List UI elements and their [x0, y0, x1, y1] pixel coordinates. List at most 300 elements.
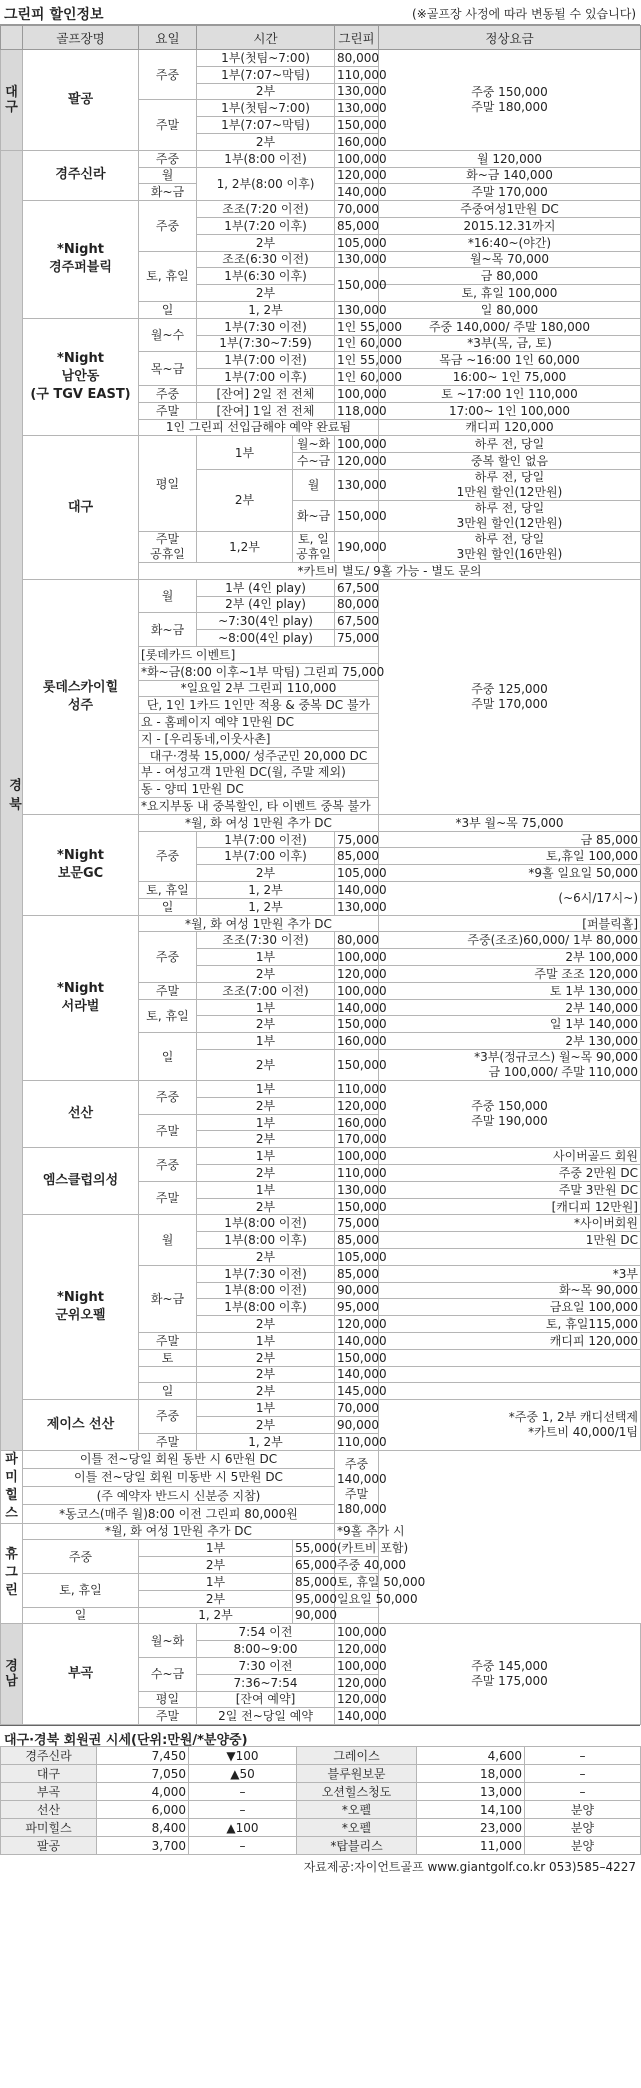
region-daegu: 대구: [1, 50, 23, 151]
time-cell: 2일 전~당일 예약: [197, 1708, 335, 1725]
time-cell: 2부: [197, 133, 335, 150]
course-note: (주 예약자 반드시 신분증 지참): [23, 1487, 335, 1505]
day-cell: 주말: [139, 1708, 197, 1725]
normal-fee: 화~금 140,000: [379, 167, 641, 184]
time-cell: 2부: [197, 83, 335, 100]
subday-cell: 월: [293, 469, 335, 500]
time-cell: 2부: [197, 1165, 335, 1182]
fee-cell: 95,000: [293, 1590, 335, 1607]
time-cell: 1부(7:30 이전): [197, 318, 335, 335]
table-row: [1, 1450, 641, 1468]
fee-cell: 110,000: [335, 1165, 379, 1182]
fee-cell: 65,000: [293, 1557, 335, 1574]
day-cell: 토, 휴일: [139, 999, 197, 1033]
day-cell: 주중: [139, 50, 197, 100]
time-cell: 2부: [197, 285, 335, 302]
fee-cell: 1인 55,000: [335, 352, 379, 369]
fee-cell: 100,000: [335, 385, 379, 402]
table-header: [1, 26, 641, 50]
normal-fee: 토 ~17:00 1인 110,000: [379, 385, 641, 402]
time-cell: 1부: [197, 1181, 335, 1198]
normal-fee: 토, 휴일 50,000: [335, 1573, 379, 1590]
fee-cell: 120,000: [335, 1316, 379, 1333]
course-note: *동코스(매주 월)8:00 이전 그린피 80,000원: [23, 1505, 335, 1523]
time-cell: 1부(7:30 이전): [197, 1265, 335, 1282]
fee-cell: 140,000: [335, 1708, 379, 1725]
normal-fee: 금 80,000: [379, 268, 641, 285]
course-name-cell: 파미힐스: [1, 1819, 97, 1837]
day-cell: 주말: [139, 1114, 197, 1148]
fee-cell: 100,000: [335, 1657, 379, 1674]
time-cell: 2부: [139, 1590, 293, 1607]
course-name: 파미힐스: [1, 1450, 23, 1523]
time-cell: 1부(7:07~막팀): [197, 66, 335, 83]
normal-fee: 2부 140,000: [379, 999, 641, 1016]
time-cell: 7:36~7:54: [197, 1674, 335, 1691]
header-day: 요일: [139, 26, 197, 50]
price-cell: 11,000: [417, 1837, 525, 1855]
fee-cell: 120,000: [335, 966, 379, 983]
price-cell: 6,000: [97, 1801, 189, 1819]
course-note: 이틀 전~당일 회원 동반 시 6만원 DC: [23, 1450, 335, 1468]
change-cell: –: [189, 1783, 297, 1801]
normal-fee: 주중 2만원 DC: [379, 1165, 641, 1182]
time-cell: 1부(8:00 이후): [197, 1299, 335, 1316]
normal-fee: *사이버회원: [379, 1215, 641, 1232]
normal-fee: 주중(조조)60,000/ 1부 80,000: [379, 932, 641, 949]
normal-fee: 주중 150,000 주말 180,000: [379, 50, 641, 151]
page-header: [0, 0, 640, 25]
normal-fee-empty: [379, 1383, 641, 1400]
part-cell: 2부: [197, 469, 293, 531]
time-cell: 2부: [197, 1249, 335, 1266]
fee-cell: 140,000: [335, 1332, 379, 1349]
fee-cell: 100,000: [335, 436, 379, 453]
fee-cell: 70,000: [335, 201, 379, 218]
fee-cell: 140,000: [335, 999, 379, 1016]
day-cell: 월~수: [139, 318, 197, 352]
course-note: 1인 그린피 선입금해야 예약 완료됨: [139, 419, 379, 436]
course-name-cell: 팔공: [1, 1837, 97, 1855]
time-cell: 1부(6:30 이후): [197, 268, 335, 285]
change-cell: ▼100: [189, 1747, 297, 1765]
fee-cell: 105,000: [335, 1249, 379, 1266]
fee-cell: 160,000: [335, 1033, 379, 1050]
course-name: 제이스 선산: [23, 1400, 139, 1450]
fee-cell: 150,000: [335, 117, 379, 134]
time-cell: 8:00~9:00: [197, 1641, 335, 1658]
day-cell: 월: [139, 579, 197, 613]
normal-fee: 주중 140,000/ 주말 180,000: [379, 318, 641, 335]
fee-cell: 130,000: [335, 469, 379, 500]
course-name: 선산: [23, 1081, 139, 1148]
day-cell: 주중: [139, 1081, 197, 1115]
price-cell: 3,700: [97, 1837, 189, 1855]
fee-cell: 100,000: [335, 1148, 379, 1165]
time-cell: 1부(첫팀~7:00): [197, 100, 335, 117]
course-name: *Night 군위오펠: [23, 1215, 139, 1400]
normal-fee: [퍼블릭홀]: [379, 915, 641, 932]
normal-fee: 중복 할인 없음: [379, 453, 641, 470]
time-cell: 1, 2부(8:00 이후): [197, 167, 335, 201]
normal-fee-empty: [379, 1249, 641, 1266]
normal-fee: *9홀 추가 시: [335, 1523, 379, 1540]
fee-cell: 130,000: [335, 898, 379, 915]
course-name: 엠스클럽의성: [23, 1148, 139, 1215]
normal-fee: 2부 130,000: [379, 1033, 641, 1050]
status-cell: –: [525, 1747, 641, 1765]
day-cell: 토, 휴일: [139, 251, 197, 301]
event-line: *요지부동 내 중복할인, 타 이벤트 중복 불가: [139, 798, 379, 815]
day-cell: 화~금: [139, 184, 197, 201]
fee-cell: 75,000: [335, 1215, 379, 1232]
time-cell: 2부: [197, 865, 335, 882]
fee-cell: 150,000: [335, 1198, 379, 1215]
table-row: [1, 579, 641, 596]
fee-cell: 80,000: [335, 50, 379, 67]
course-note: *월, 화 여성 1만원 추가 DC: [23, 1523, 335, 1540]
normal-fee: 캐디피 120,000: [379, 419, 641, 436]
normal-fee: 2015.12.31까지: [379, 217, 641, 234]
normal-fee: 캐디피 120,000: [379, 1332, 641, 1349]
day-cell: 주중: [139, 1400, 197, 1434]
course-name: 경주신라: [23, 150, 139, 200]
fee-cell: 80,000: [335, 596, 379, 613]
table-row: [1, 1747, 641, 1765]
normal-fee-empty: [335, 1607, 379, 1624]
price-cell: 18,000: [417, 1765, 525, 1783]
time-cell: 1부: [197, 1148, 335, 1165]
time-cell: 2부: [197, 1349, 335, 1366]
normal-fee: (~6시/17시~): [379, 882, 641, 916]
time-cell: 2부: [197, 1416, 335, 1433]
time-cell: 1부: [197, 1114, 335, 1131]
day-cell: 주중: [23, 1540, 139, 1574]
price-cell: 13,000: [417, 1783, 525, 1801]
normal-fee: 주말 3만원 DC: [379, 1181, 641, 1198]
course-name: 팔공: [23, 50, 139, 151]
time-cell: [잔여 예약]: [197, 1691, 335, 1708]
normal-fee: 16:00~ 1인 75,000: [379, 369, 641, 386]
fee-cell: 120,000: [335, 1641, 379, 1658]
time-cell: 2부: [197, 1097, 335, 1114]
subday-cell: 화~금: [293, 500, 335, 531]
time-cell: 2부: [197, 1016, 335, 1033]
table-row: [1, 1819, 641, 1837]
change-cell: ▲50: [189, 1765, 297, 1783]
day-cell: 주중: [139, 385, 197, 402]
table-row: [1, 1400, 641, 1417]
course-name: *Night 남안동 (구 TGV EAST): [23, 318, 139, 436]
day-cell: 화~금: [139, 613, 197, 647]
fee-cell: 75,000: [335, 831, 379, 848]
day-cell: 주말: [139, 1181, 197, 1215]
day-cell: 수~금: [139, 1657, 197, 1691]
course-name: 부곡: [23, 1624, 139, 1725]
course-name-cell: *오펠: [297, 1801, 417, 1819]
fee-cell: 118,000: [335, 402, 379, 419]
normal-fee: 주말 조조 120,000: [379, 966, 641, 983]
normal-fee: [379, 1050, 641, 1081]
time-cell: 1, 2부: [197, 882, 335, 899]
normal-fee: 주중 125,000 주말 170,000: [379, 579, 641, 814]
time-cell: 1부(8:00 이후): [197, 1232, 335, 1249]
time-cell: 1부(7:30~7:59): [197, 335, 335, 352]
course-name-cell: 부곡: [1, 1783, 97, 1801]
time-cell: 1부(7:00 이후): [197, 369, 335, 386]
time-cell: 2부: [197, 966, 335, 983]
normal-fee: 주중 150,000 주말 190,000: [379, 1081, 641, 1148]
time-cell: 1, 2부: [197, 1433, 335, 1450]
table-row: [1, 50, 641, 67]
table-row: [1, 436, 641, 453]
time-cell: 1부(7:07~막팀): [197, 117, 335, 134]
fee-cell: 170,000: [335, 1131, 379, 1148]
region-label: 경북: [6, 777, 21, 816]
time-cell: 조조(7:30 이전): [197, 932, 335, 949]
time-cell: 1부(7:00 이전): [197, 831, 335, 848]
fee-cell: 70,000: [335, 1400, 379, 1417]
event-line: 대구·경북 15,000/ 성주군민 20,000 DC: [139, 747, 379, 764]
normal-fee: 주중여성1만원 DC: [379, 201, 641, 218]
day-cell: 월: [139, 167, 197, 184]
header-fee: 그린피: [335, 26, 379, 50]
normal-fee: 일 80,000: [379, 301, 641, 318]
time-cell: [잔여] 1일 전 전체: [197, 402, 335, 419]
fee-cell: 150,000: [335, 1016, 379, 1033]
normal-fee: 금요일 100,000: [379, 1299, 641, 1316]
time-cell: 조조(7:20 이전): [197, 201, 335, 218]
course-name: *Night 경주퍼블릭: [23, 201, 139, 319]
fee-cell: 55,000: [293, 1540, 335, 1557]
normal-fee-line: *3부(정규코스) 월~목 90,000: [474, 1050, 638, 1065]
course-name-cell: 오션힐스청도: [297, 1783, 417, 1801]
day-cell: 주말: [139, 1433, 197, 1450]
fee-cell: 85,000: [335, 1232, 379, 1249]
header-normal: 정상요금: [379, 26, 641, 50]
subday-cell: 수~금: [293, 453, 335, 470]
price-cell: 4,000: [97, 1783, 189, 1801]
event-line: *일요일 2부 그린피 110,000: [139, 680, 379, 697]
fee-cell: 100,000: [335, 949, 379, 966]
fee-cell: 130,000: [335, 83, 379, 100]
status-cell: 분양: [525, 1837, 641, 1855]
time-cell: 1, 2부: [197, 898, 335, 915]
table-row: [1, 1081, 641, 1098]
normal-fee: 1만원 DC: [379, 1232, 641, 1249]
day-cell: 주말 공휴일: [139, 531, 197, 562]
table-row: [1, 1468, 641, 1486]
day-cell: 주말: [139, 100, 197, 150]
time-cell: 2부: [139, 1557, 293, 1574]
day-cell: 화~금: [139, 1265, 197, 1332]
table-row: [1, 1505, 641, 1523]
header-time: 시간: [197, 26, 335, 50]
course-note: *월, 화 여성 1만원 추가 DC: [139, 814, 379, 831]
fee-cell: 140,000: [335, 1366, 379, 1383]
event-line: 요 - 홈페이지 예약 1만원 DC: [139, 714, 379, 731]
normal-fee-empty: [379, 1349, 641, 1366]
normal-fee: 토 1부 130,000: [379, 982, 641, 999]
table-row: [1, 1540, 641, 1557]
course-name-cell: 블루원보문: [297, 1765, 417, 1783]
time-cell: 7:54 이전: [197, 1624, 335, 1641]
table-row: [1, 201, 641, 218]
fee-cell: 95,000: [335, 1299, 379, 1316]
time-cell: 1부: [197, 1033, 335, 1050]
normal-fee: 토, 휴일115,000: [379, 1316, 641, 1333]
time-cell: 조조(6:30 이전): [197, 251, 335, 268]
part-cell: 1부: [197, 436, 293, 470]
table-row: [1, 1624, 641, 1641]
fee-cell: 100,000: [335, 150, 379, 167]
fee-cell: 100,000: [335, 1624, 379, 1641]
normal-fee: *16:40~(야간): [379, 234, 641, 251]
fee-cell: 100,000: [335, 982, 379, 999]
status-cell: 분양: [525, 1801, 641, 1819]
fee-cell: 105,000: [335, 865, 379, 882]
time-cell: 2부: [197, 234, 335, 251]
table-row: [1, 318, 641, 335]
course-name: 대구: [23, 436, 139, 579]
fee-cell: 130,000: [335, 301, 379, 318]
fee-cell: 75,000: [335, 630, 379, 647]
day-cell: 일: [23, 1607, 139, 1624]
fee-cell: 160,000: [335, 133, 379, 150]
fee-cell: 1인 60,000: [335, 369, 379, 386]
day-cell: 주중: [139, 831, 197, 881]
fee-cell: 85,000: [335, 848, 379, 865]
normal-fee: (카트비 포함): [335, 1540, 379, 1557]
normal-fee: 하루 전, 당일: [379, 436, 641, 453]
normal-fee: 하루 전, 당일 3만원 할인(12만원): [379, 500, 641, 531]
table-row: [1, 1215, 641, 1232]
time-cell: 1, 2부: [139, 1607, 293, 1624]
table-row: [1, 1801, 641, 1819]
time-cell: 1, 2부: [197, 301, 335, 318]
time-cell: ~7:30(4인 play): [197, 613, 335, 630]
day-cell: 월~화: [139, 1624, 197, 1658]
day-cell: 토, 휴일: [139, 882, 197, 899]
day-cell: 일: [139, 1383, 197, 1400]
fee-cell: 150,000: [335, 500, 379, 531]
fee-cell: 120,000: [335, 1691, 379, 1708]
price-cell: 7,050: [97, 1765, 189, 1783]
normal-fee: *3부 월~목 75,000: [379, 814, 641, 831]
part-cell: 1,2부: [197, 531, 293, 562]
normal-fee-line: 금 100,000/ 주말 110,000: [488, 1065, 638, 1080]
normal-fee: 토,휴일 100,000: [379, 848, 641, 865]
normal-fee: 하루 전, 당일 1만원 할인(12만원): [379, 469, 641, 500]
normal-fee: 17:00~ 1인 100,000: [379, 402, 641, 419]
time-cell: 1부(7:00 이전): [197, 352, 335, 369]
normal-fee: 주중 40,000: [335, 1557, 379, 1574]
fee-cell: 140,000: [335, 882, 379, 899]
day-cell: 토: [139, 1349, 197, 1366]
price-cell: 4,600: [417, 1747, 525, 1765]
normal-fee: *9홀 일요일 50,000: [379, 865, 641, 882]
course-name-cell: 선산: [1, 1801, 97, 1819]
fee-cell: 150,000: [335, 268, 379, 302]
membership-title-bar: [0, 1725, 640, 1749]
day-cell: 일: [139, 1033, 197, 1081]
day-cell: 주말: [139, 982, 197, 999]
normal-fee: 목금 ~16:00 1인 60,000: [379, 352, 641, 369]
day-cell: 일: [139, 898, 197, 915]
normal-fee: 주말 170,000: [379, 184, 641, 201]
time-cell: 2부: [197, 1198, 335, 1215]
subday-cell: 토, 일 공휴일: [293, 531, 335, 562]
region-gyeongnam: 경남: [1, 1624, 23, 1725]
page-note: (※골프장 사정에 따라 변동될 수 있습니다): [412, 7, 636, 21]
normal-fee: 주중 145,000 주말 175,000: [379, 1624, 641, 1725]
day-cell: 주말: [139, 1332, 197, 1349]
time-cell: ~8:00(4인 play): [197, 630, 335, 647]
course-name: 휴그린: [1, 1523, 23, 1624]
time-cell: 1부: [197, 999, 335, 1016]
day-cell: 평일: [139, 1691, 197, 1708]
normal-fee: [캐디피 12만원]: [379, 1198, 641, 1215]
course-name-cell: 그레이스: [297, 1747, 417, 1765]
fee-cell: 120,000: [335, 453, 379, 470]
time-cell: 2부: [197, 1366, 335, 1383]
normal-fee: *주중 1, 2부 캐디선택제 *카트비 40,000/1팀: [379, 1400, 641, 1450]
fee-cell: 90,000: [293, 1607, 335, 1624]
fee-cell: 67,500: [335, 613, 379, 630]
fee-cell: 120,000: [335, 1674, 379, 1691]
fee-cell: 120,000: [335, 1097, 379, 1114]
table-row: [1, 150, 641, 167]
change-cell: ▲100: [189, 1819, 297, 1837]
time-cell: 1부(8:00 이전): [197, 1215, 335, 1232]
normal-fee-empty: [379, 1366, 641, 1383]
normal-fee: 사이버골드 회원: [379, 1148, 641, 1165]
normal-fee: 월~목 70,000: [379, 251, 641, 268]
change-cell: –: [189, 1801, 297, 1819]
fee-cell: 85,000: [293, 1573, 335, 1590]
day-cell: 주중: [139, 201, 197, 251]
fee-cell: 67,500: [335, 579, 379, 596]
fee-cell: 120,000: [335, 167, 379, 184]
time-cell: 1부(7:00 이후): [197, 848, 335, 865]
region-gyeongbuk: [1, 150, 23, 1450]
event-line: 단, 1인 1카드 1인만 적용 & 중복 DC 불가: [139, 697, 379, 714]
day-cell: 주말: [139, 402, 197, 419]
time-cell: 2부: [197, 1131, 335, 1148]
fee-cell: 140,000: [335, 184, 379, 201]
status-cell: –: [525, 1765, 641, 1783]
change-cell: –: [189, 1837, 297, 1855]
normal-fee: *3부: [379, 1265, 641, 1282]
course-name-cell: *오펠: [297, 1819, 417, 1837]
time-cell: 1부(첫팀~7:00): [197, 50, 335, 67]
fee-cell: 190,000: [335, 531, 379, 562]
table-row: [1, 915, 641, 932]
fee-cell: 80,000: [335, 932, 379, 949]
fee-cell: 110,000: [335, 1433, 379, 1450]
day-cell: 주중: [139, 1148, 197, 1182]
fee-cell: 130,000: [335, 100, 379, 117]
source-credit: 자료제공:자이언트골프 www.giantgolf.co.kr 053)585–4227: [303, 1860, 636, 1875]
time-cell: 2부 (4인 play): [197, 596, 335, 613]
table-row: [1, 1487, 641, 1505]
course-name-cell: *탑블리스: [297, 1837, 417, 1855]
time-cell: 1부: [197, 1400, 335, 1417]
fee-cell: 150,000: [335, 1349, 379, 1366]
course-name: *Night 서라벌: [23, 915, 139, 1080]
price-cell: 8,400: [97, 1819, 189, 1837]
time-cell: 조조(7:00 이전): [197, 982, 335, 999]
